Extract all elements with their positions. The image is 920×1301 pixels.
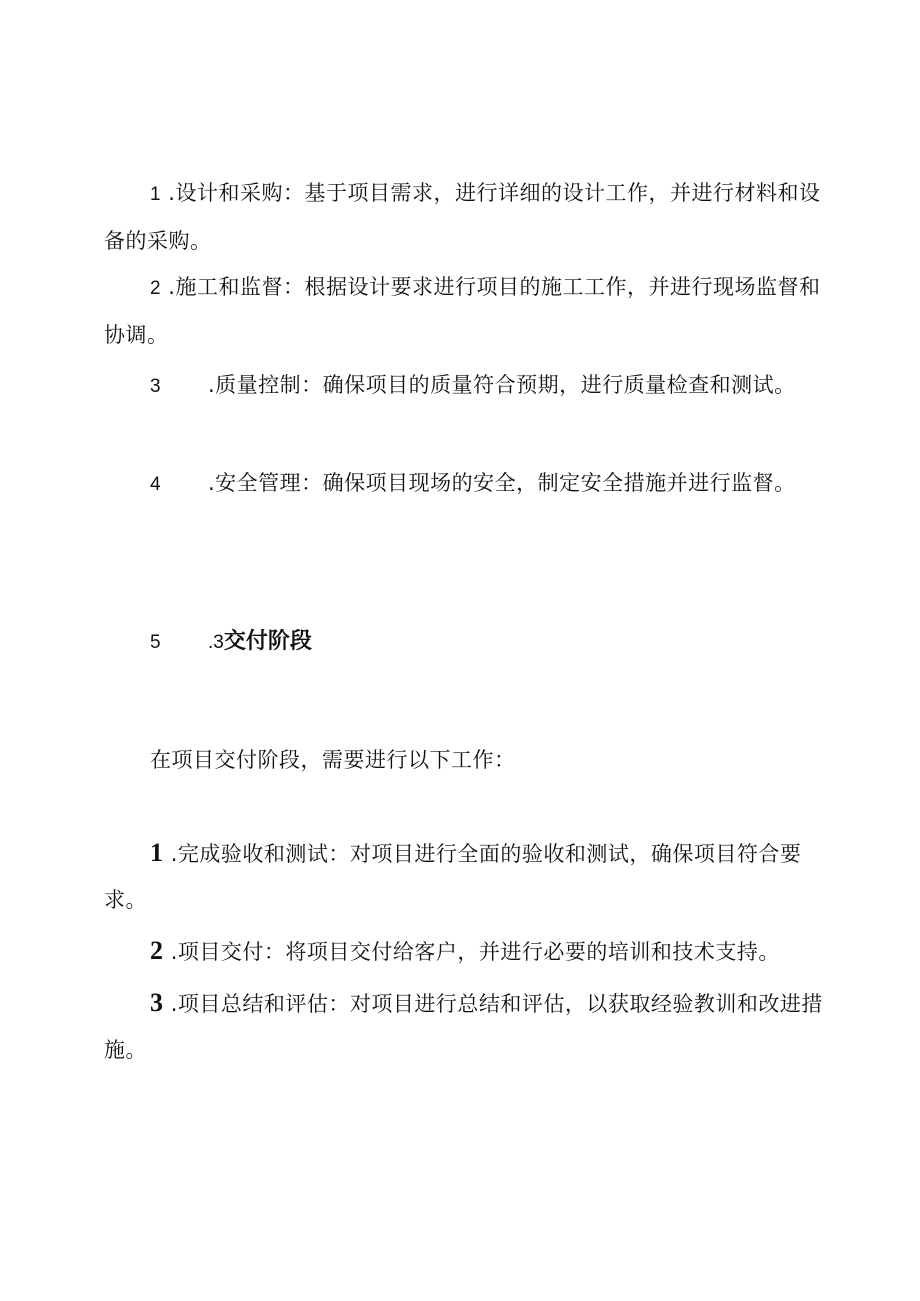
heading-number: 5	[150, 632, 161, 653]
item-number: 3	[150, 376, 162, 397]
item-text: .项目总结和评估：对项目进行总结和评估，以获取经验教训和改进措施。	[104, 992, 823, 1062]
delivery-item-3	[104, 980, 824, 1073]
heading-title: 交付阶段	[223, 629, 312, 654]
item-text: .设计和采购：基于项目需求，进行详细的设计工作，并进行材料和设备的采购。	[104, 181, 821, 253]
item-text: .安全管理：确保项目现场的安全，制定安全措施并进行监督。	[208, 471, 796, 495]
item-text: .完成验收和测试：对项目进行全面的验收和测试，确保项目符合要求。	[104, 842, 802, 912]
item-text: .施工和监督：根据设计要求进行项目的施工工作，并进行现场监督和协调。	[104, 275, 821, 347]
item-text: .项目交付：将项目交付给客户，并进行必要的培训和技术支持。	[170, 940, 780, 964]
item-number: 1	[150, 184, 162, 205]
heading-subnumber: .3	[208, 632, 224, 653]
item-text: .质量控制：确保项目的质量符合预期，进行质量检查和测试。	[208, 373, 796, 397]
item-number: 3	[150, 988, 164, 1017]
item-number: 2	[150, 936, 164, 965]
delivery-item-1	[104, 830, 824, 923]
delivery-item-2	[104, 928, 824, 975]
item-number: 4	[150, 474, 162, 495]
construction-item-1	[104, 170, 824, 264]
item-number: 1	[150, 838, 164, 867]
intro-paragraph: 在项目交付阶段，需要进行以下工作：	[150, 748, 516, 772]
construction-item-2	[104, 264, 824, 358]
construction-item-3	[104, 362, 824, 410]
section-heading	[150, 622, 312, 663]
construction-item-4	[104, 460, 824, 508]
item-number: 2	[150, 278, 162, 299]
